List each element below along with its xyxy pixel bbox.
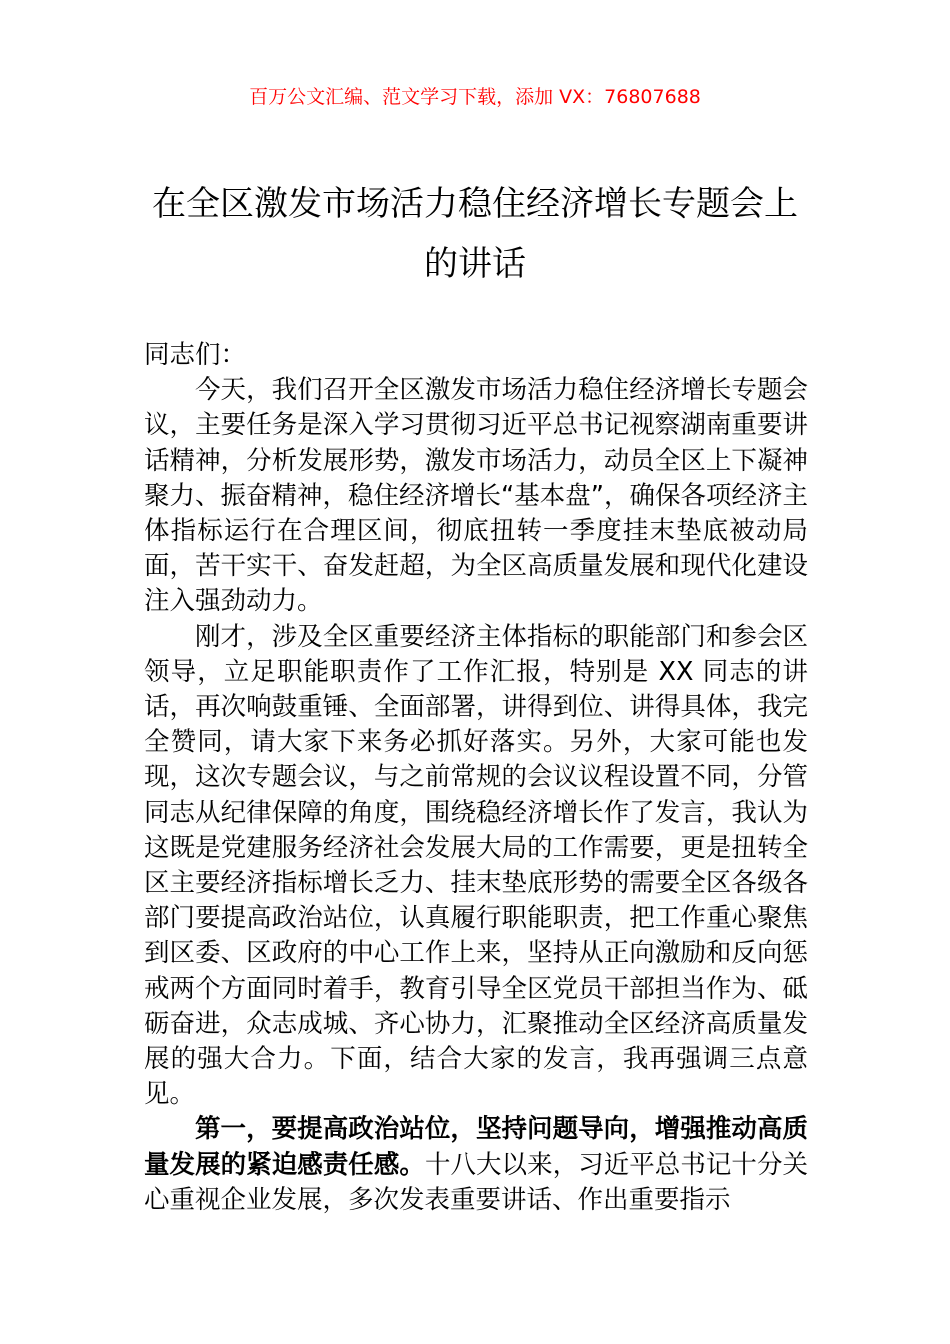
- paragraph-3: [144, 1112, 808, 1218]
- paragraph-3-heading: 第一，要提高政治站位，坚持问题导向，增强推动高质量发展的紧迫感责任感。: [144, 1114, 808, 1180]
- document-body: [144, 338, 808, 1218]
- document-title: 在全区激发市场活力稳住经济增长专题会上的讲话: [152, 184, 798, 284]
- paragraph-1: 今天，我们召开全区激发市场活力稳住经济增长专题会议，主要任务是深入学习贯彻习近平总书记视察湖南重要讲话精神，分析发展形势，激发市场活力，动员全区上下凝神聚力、振奋精神，稳住经济增长“基本盘”，确保各项经济主体指标运行在合理区间，彻底扭转一季度挂末垫底被动局面，苦干实干、奋发赶超，为全区高质量发展和现代化建设注入强劲动力。: [144, 375, 808, 617]
- salutation: 同志们：: [144, 340, 247, 370]
- header-note: 百万公文汇编、范文学习下载，添加 VX：76807688: [249, 86, 701, 108]
- paragraph-2: 刚才，涉及全区重要经济主体指标的职能部门和参会区领导，立足职能职责作了工作汇报，特别是 XX 同志的讲话，再次响鼓重锤、全面部署，讲得到位、讲得具体，我完全赞同，请大家下来务必抓好落实。另外，大家可能也发现，这次专题会议，与之前常规的会议议程设置不同，分管同志从纪律保障的角度，围绕稳经济增长作了发言，我认为这既是党建服务经济社会发展大局的工作需要，更是扭转全区主要经济指标增长乏力、挂末垫底形势的需要全区各级各部门要提高政治站位，认真履行职能职责，把工作重心聚焦到区委、区政府的中心工作上来，坚持从正向激励和反向惩戒两个方面同时着手，教育引导全区党员干部担当作为、砥砺奋进，众志成城、齐心协力，汇聚推动全区经济高质量发展的强大合力。下面，结合大家的发言，我再强调三点意见。: [144, 621, 808, 1110]
- paragraph-3-text: 十八大以来，习近平总书记十分关心重视企业发展，多次发表重要讲话、作出重要指示: [144, 1149, 808, 1215]
